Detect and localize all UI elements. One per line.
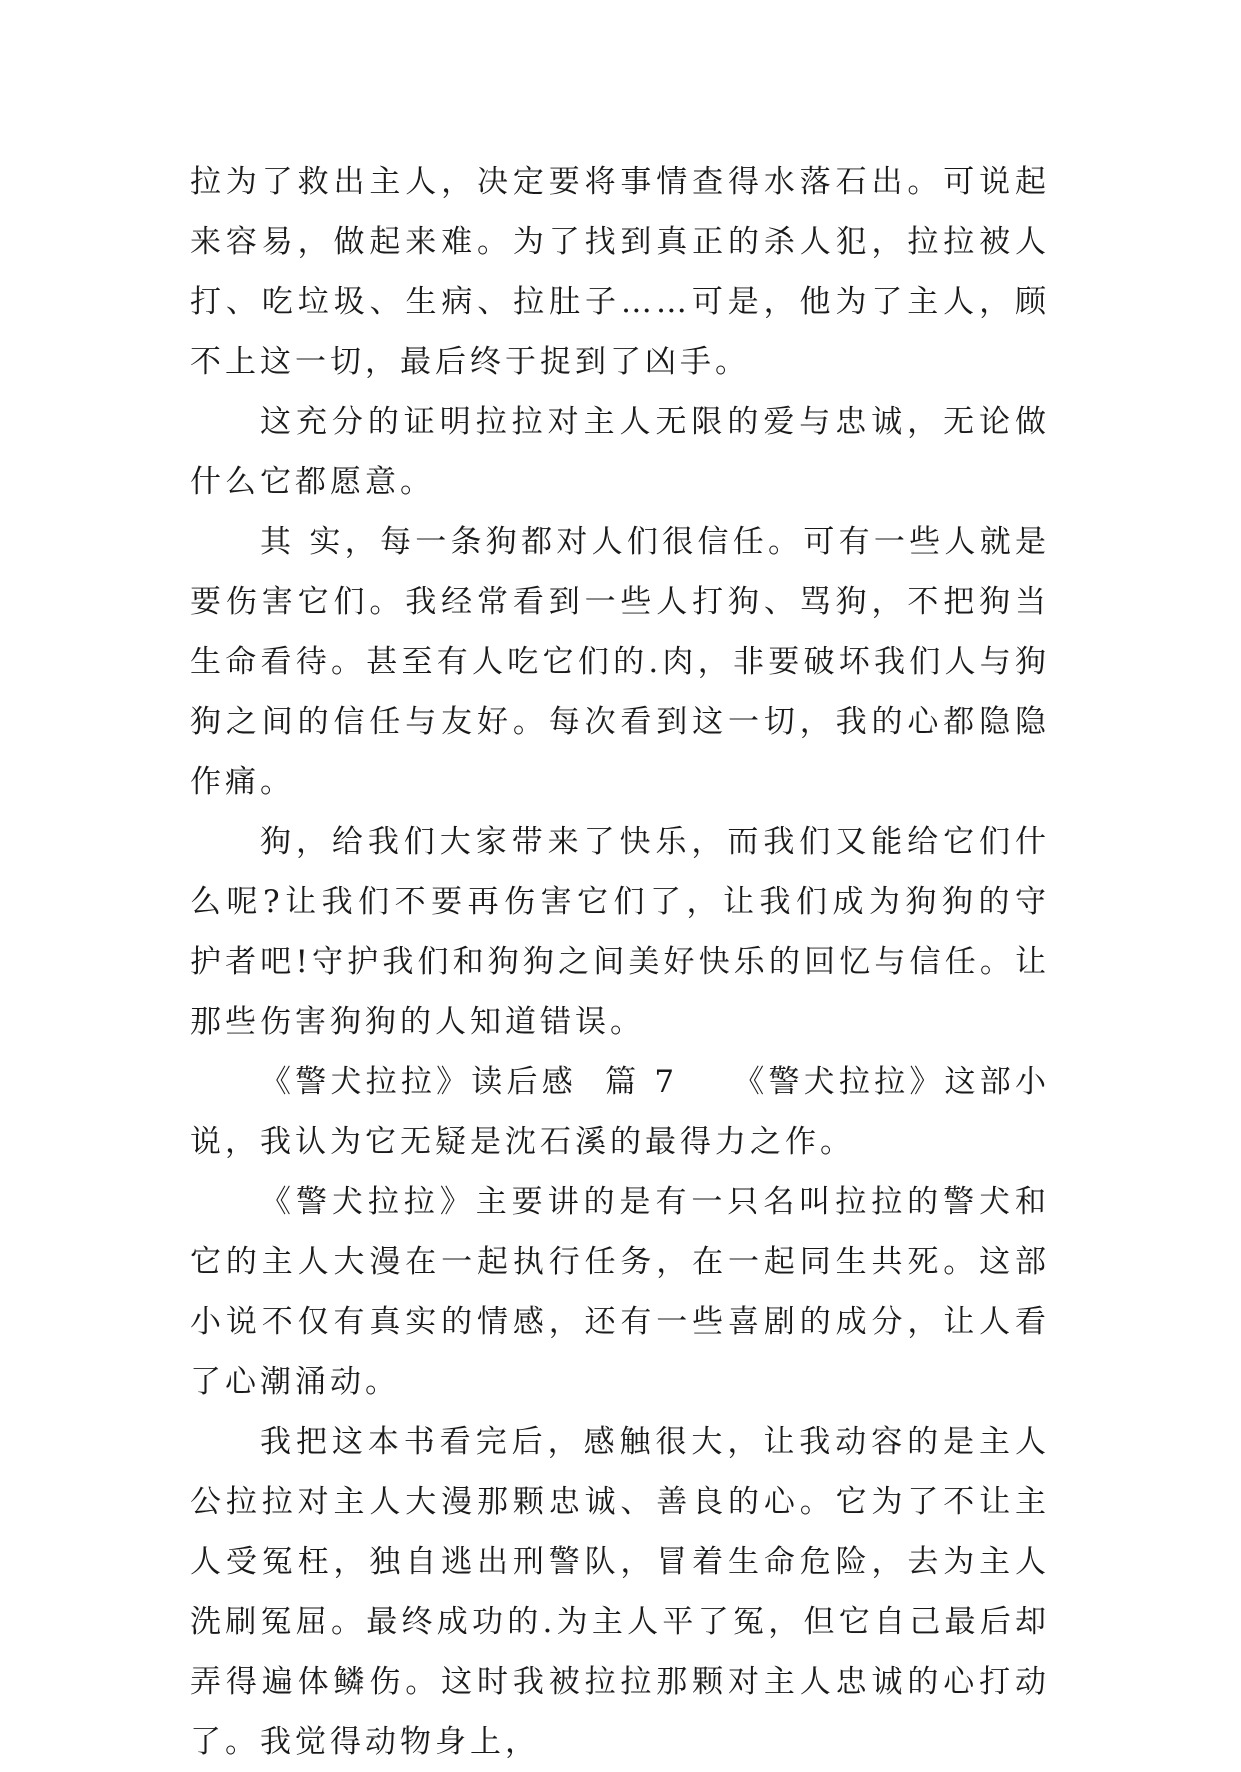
paragraph-6: 《警犬拉拉》主要讲的是有一只名叫拉拉的警犬和它的主人大漫在一起执行任务，在一起同生共死。这部小说不仅有真实的情感，还有一些喜剧的成分，让人看了心潮涌动。 — [190, 1184, 1050, 1400]
paragraph-5-section-heading: 《警犬拉拉》读后感 篇 7 《警犬拉拉》这部小说，我认为它无疑是沈石溪的最得力之作。 — [190, 1064, 1050, 1160]
paragraph-4: 狗，给我们大家带来了快乐，而我们又能给它们什么呢?让我们不要再伤害它们了，让我们成为狗狗的守护者吧!守护我们和狗狗之间美好快乐的回忆与信任。让那些伤害狗狗的人知道错误。 — [190, 824, 1050, 1040]
paragraph-7: 我把这本书看完后，感触很大，让我动容的是主人公拉拉对主人大漫那颗忠诚、善良的心。它为了不让主人受冤枉，独自逃出刑警队，冒着生命危险，去为主人洗刷冤屈。最终成功的.为主人平了冤，但它自己最后却弄得遍体鳞伤。这时我被拉拉那颗对主人忠诚的心打动了。我觉得动物身上， — [190, 1424, 1050, 1760]
paragraph-1: 拉为了救出主人，决定要将事情查得水落石出。可说起来容易，做起来难。为了找到真正的杀人犯，拉拉被人打、吃垃圾、生病、拉肚子……可是，他为了主人，顾不上这一切，最后终于捉到了凶手。 — [190, 164, 1050, 380]
paragraph-3: 其 实，每一条狗都对人们很信任。可有一些人就是要伤害它们。我经常看到一些人打狗、骂狗，不把狗当生命看待。甚至有人吃它们的.肉，非要破坏我们人与狗狗之间的信任与友好。每次看到这一切，我的心都隐隐作痛。 — [190, 524, 1050, 800]
paragraph-2: 这充分的证明拉拉对主人无限的爱与忠诚，无论做什么它都愿意。 — [190, 404, 1050, 500]
essay-body — [190, 152, 1050, 1772]
